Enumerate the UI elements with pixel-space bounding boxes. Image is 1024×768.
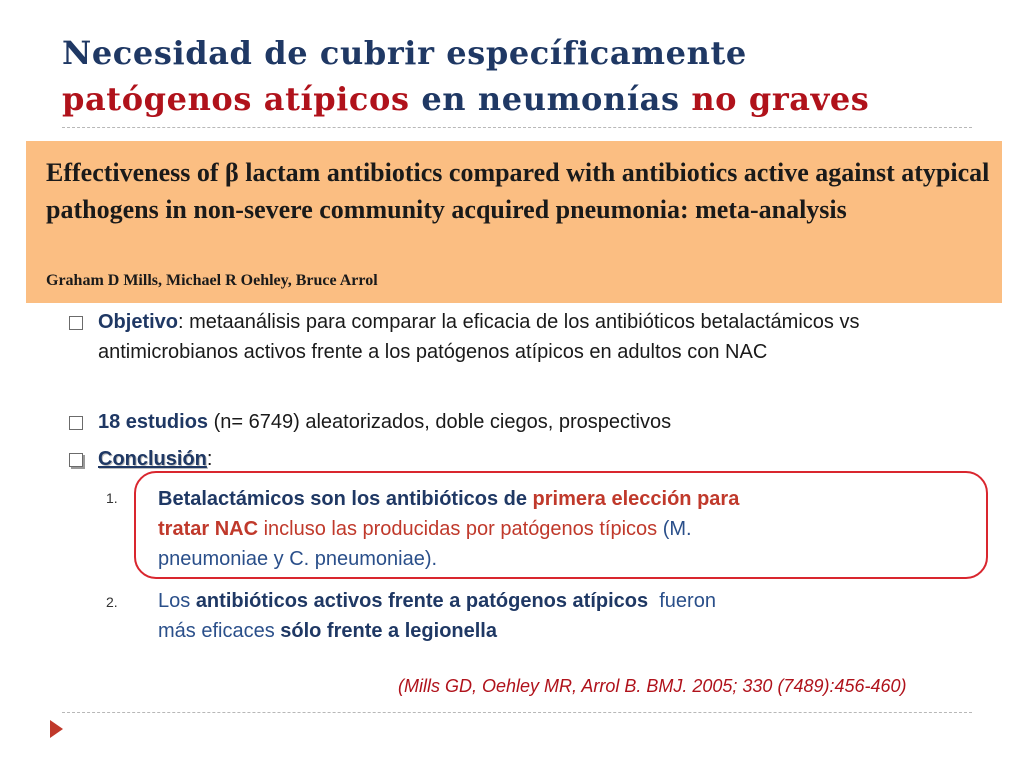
title-line-1: Necesidad de cubrir específicamente xyxy=(62,34,747,72)
bullet-objective xyxy=(98,307,968,367)
article-excerpt xyxy=(26,141,1002,303)
title-non-severe: no graves xyxy=(691,80,870,118)
article-headline: Effectiveness of β lactam antibiotics compared with antibiotics active against atypical pathogens in non-severe community acquired pneumonia: meta-analysis xyxy=(46,158,990,224)
objective-text: : metaanálisis para comparar la eficacia de los antibióticos betalactámicos vs antimicrobianos activos frente a los patógenos atípicos en adultos con NAC xyxy=(98,311,860,363)
play-arrow-icon xyxy=(50,720,63,738)
c1-line2-bold: tratar NAC xyxy=(158,518,259,540)
conclusion-2 xyxy=(158,586,978,646)
c2-bold: antibióticos activos frente a patógenos atípicos xyxy=(195,590,649,612)
objective-label: Objetivo xyxy=(98,311,179,333)
bullet-conclusion xyxy=(98,444,968,474)
slide-title xyxy=(62,30,1002,122)
top-divider xyxy=(62,127,972,128)
c1-red-bold: primera elección para xyxy=(532,488,740,510)
studies-label: 18 estudios xyxy=(98,411,209,433)
bullet-studies xyxy=(98,407,968,437)
conclusion-1 xyxy=(158,484,978,574)
studies-text: (n= 6749) aleatorizados, doble ciegos, prospectivos xyxy=(208,411,672,433)
conclusion-1-line-1 xyxy=(158,484,978,514)
title-in-pneumonia: en neumonías xyxy=(409,80,692,118)
title-atypical-pathogens: patógenos atípicos xyxy=(62,80,410,118)
conclusion-1-line-2 xyxy=(158,514,978,544)
conclusion-1-line-3: pneumoniae y C. pneumoniae). xyxy=(158,548,438,570)
citation: (Mills GD, Oehley MR, Arrol B. BMJ. 2005; 330 (7489):456-460) xyxy=(398,676,907,696)
c1-line2-tail: (M. xyxy=(657,518,692,540)
conclusion-2-line-2 xyxy=(158,616,978,646)
conclusion-1-number: 1. xyxy=(106,490,118,506)
conclusion-label: Conclusión xyxy=(98,448,207,470)
title-line-2 xyxy=(62,76,1002,122)
c2-post: fueron xyxy=(648,590,716,612)
conclusion-colon: : xyxy=(206,448,213,470)
c2-line2-bold: sólo frente a legionella xyxy=(280,620,497,642)
c1-line2-red: incluso las producidas por patógenos típicos xyxy=(258,518,658,540)
bullet-square-icon xyxy=(69,453,83,467)
c1-bold: Betalactámicos son los antibióticos de xyxy=(158,488,533,510)
bullet-square-icon xyxy=(69,316,83,330)
conclusion-2-number: 2. xyxy=(106,594,118,610)
bullet-square-icon xyxy=(69,416,83,430)
c2-line2-pre: más eficaces xyxy=(158,620,281,642)
c2-pre: Los xyxy=(158,590,196,612)
bottom-divider xyxy=(62,712,972,713)
article-authors: Graham D Mills, Michael R Oehley, Bruce Arrol xyxy=(46,272,378,289)
conclusion-2-line-1 xyxy=(158,586,978,616)
